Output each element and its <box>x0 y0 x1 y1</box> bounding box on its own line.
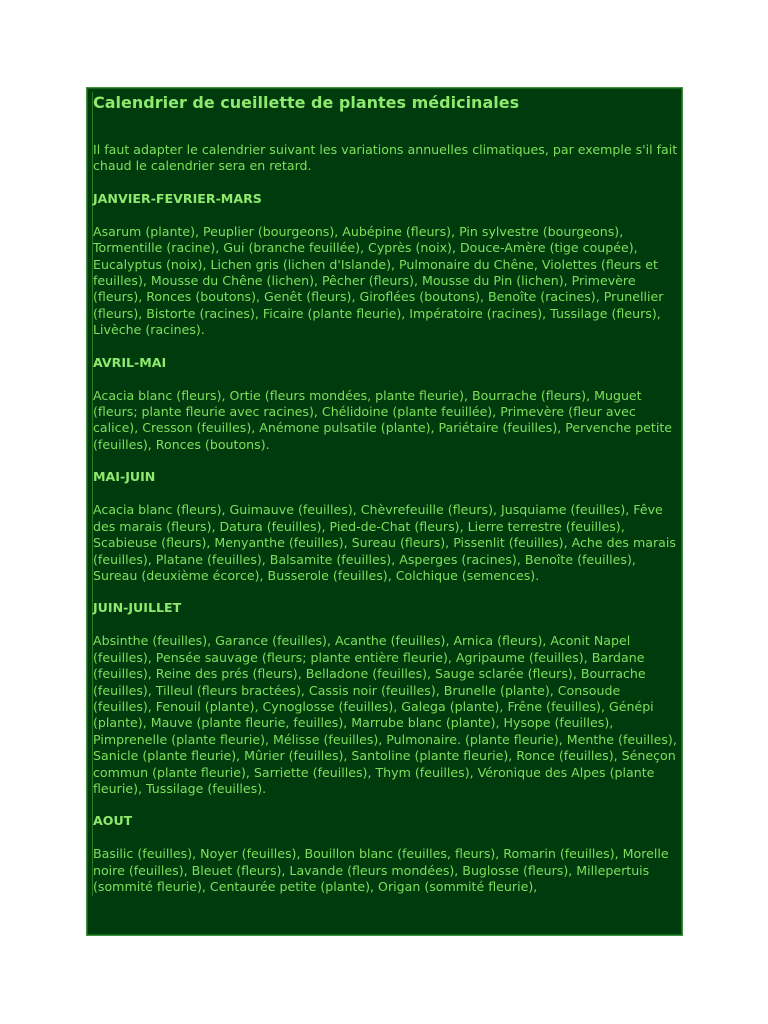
section-heading: JANVIER-FEVRIER-MARS <box>93 190 262 206</box>
section-text: Basilic (feuilles), Noyer (feuilles), Bouillon blanc (feuilles, fleurs), Romarin (feuilles), Morelle noire (feuilles), Bleuet (fleurs), Lavande (fleurs mondées), Buglosse (fleurs), Millepertuis (sommité fleurie), Centaurée petite (plante), Origan (sommité fleurie), <box>93 846 669 895</box>
section-text: Asarum (plante), Peuplier (bourgeons), Aubépine (fleurs), Pin sylvestre (bourgeons), Tormentille (racine), Gui (branche feuillée), Cyprès (noix), Douce-Amère (tige coupée), Eucalyptus (noix), Lichen gris (lichen d'Islande), Pulmonaire du Chêne, Violettes (fleurs et feuilles), Mousse du Chêne (lichen), Pêcher (fleurs), Mousse du Pin (lichen), Primevère (fleurs), Ronces (boutons), Genêt (fleurs), Giroflées (boutons), Benoîte (racines), Prunellier (fleurs), Bistorte (racines), Ficaire (plante fleurie), Impératoire (racines), Tussilage (fleurs), Livèche (racines). <box>93 223 664 338</box>
section-aout <box>93 813 678 895</box>
section-mai-juin <box>93 469 678 584</box>
document-panel <box>86 87 683 936</box>
section-heading: JUIN-JUILLET <box>93 600 182 616</box>
section-text: Acacia blanc (fleurs), Ortie (fleurs mondées, plante fleurie), Bourrache (fleurs), Muguet (fleurs; plante fleurie avec racines), Chélidoine (plante feuillée), Primevère (fleur avec calice), Cresson (feuilles), Anémone pulsatile (plante), Pariétaire (feuilles), Pervenche petite (feuilles), Ronces (boutons). <box>93 387 673 452</box>
document-content <box>92 92 678 896</box>
section-text: Absinthe (feuilles), Garance (feuilles), Acanthe (feuilles), Arnica (fleurs), Aconit Napel (feuilles), Pensée sauvage (fleurs; plante entière fleurie), Agripaume (feuilles), Bardane (feuilles), Reine des prés (fleurs), Belladone (feuilles), Sauge sclarée (fleurs), Bourrache (feuilles), Tilleul (fleurs bractées), Cassis noir (feuilles), Brunelle (plante), Consoude (feuilles), Fenouil (plante), Cynoglosse (feuilles), Galega (plante), Frêne (feuilles), Génépi (plante), Mauve (plante fleurie, feuilles), Marrube blanc (plante), Hysope (feuilles), Pimprenelle (plante fleurie), Mélisse (feuilles), Pulmonaire. (plante fleurie), Menthe (feuilles), Sanicle (plante fleurie), Mûrier (feuilles), Santoline (plante fleurie), Ronce (feuilles), Séneçon commun (plante fleurie), Sarriette (feuilles), Thym (feuilles), Véronique des Alpes (plante fleurie), Tussilage (feuilles). <box>93 633 677 796</box>
section-text: Acacia blanc (fleurs), Guimauve (feuilles), Chèvrefeuille (fleurs), Jusquiame (feuilles), Fêve des marais (fleurs), Datura (feuilles), Pied-de-Chat (fleurs), Lierre terrestre (feuilles), Scabieuse (fleurs), Menyanthe (feuilles), Sureau (fleurs), Pissenlit (feuilles), Ache des marais (feuilles), Platane (feuilles), Balsamite (feuilles), Asperges (racines), Benoîte (feuilles), Sureau (deuxième écorce), Busserole (feuilles), Colchique (semences). <box>93 502 676 583</box>
page-title: Calendrier de cueillette de plantes médicinales <box>93 93 520 112</box>
section-avril-mai <box>93 355 678 454</box>
section-juin-juillet <box>93 600 678 797</box>
section-janvier-fevrier-mars <box>93 191 678 339</box>
section-heading: AVRIL-MAI <box>93 354 167 370</box>
intro-paragraph: Il faut adapter le calendrier suivant les variations annuelles climatiques, par exemple s'il fait chaud le calendrier sera en retard. <box>93 142 678 174</box>
section-heading: AOUT <box>93 813 133 829</box>
section-heading: MAI-JUIN <box>93 469 156 485</box>
